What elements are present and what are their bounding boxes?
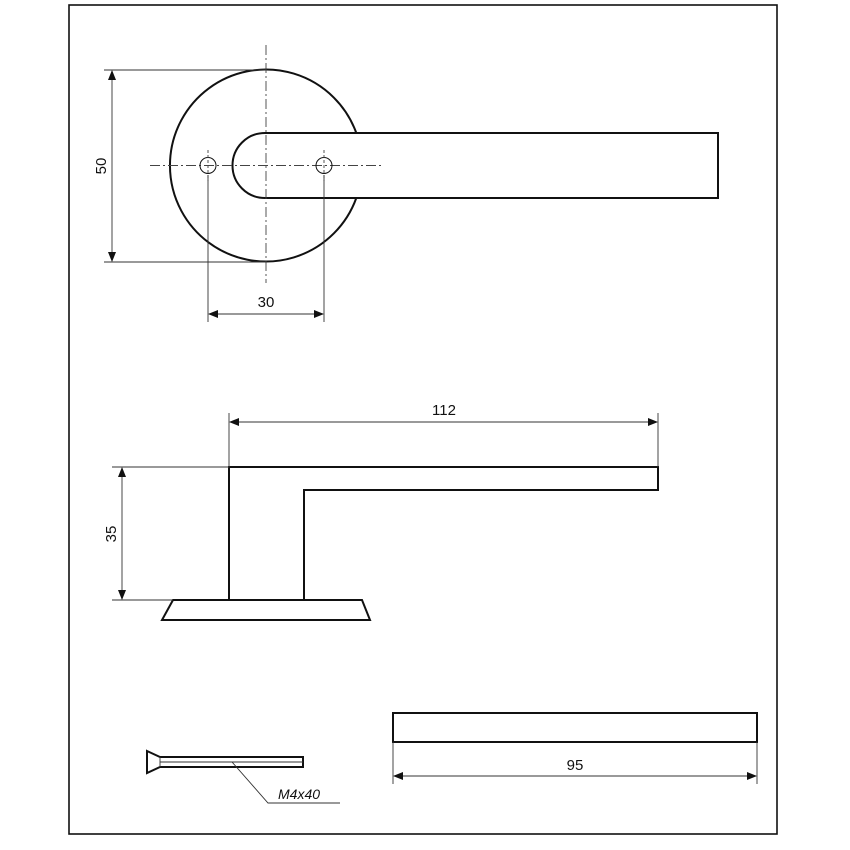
- spindle-outline: [393, 713, 757, 742]
- dim-label-rosette-diameter: 50: [93, 157, 110, 175]
- dim-label-hole-spacing: 30: [257, 294, 275, 311]
- drawing-frame: [69, 5, 777, 834]
- lever-outline-top: [232, 133, 718, 198]
- side-view: [103, 402, 658, 620]
- top-view: [93, 45, 718, 322]
- dim-label-lever-height: 35: [103, 525, 120, 543]
- screw-detail: [147, 751, 340, 803]
- dim-label-lever-length: 112: [432, 402, 456, 419]
- spindle-detail: [393, 713, 757, 784]
- screw-label: M4x40: [278, 786, 321, 802]
- rosette-base-side: [162, 600, 370, 620]
- dim-label-key-length: 95: [566, 757, 584, 774]
- lever-outline-side: [229, 467, 658, 600]
